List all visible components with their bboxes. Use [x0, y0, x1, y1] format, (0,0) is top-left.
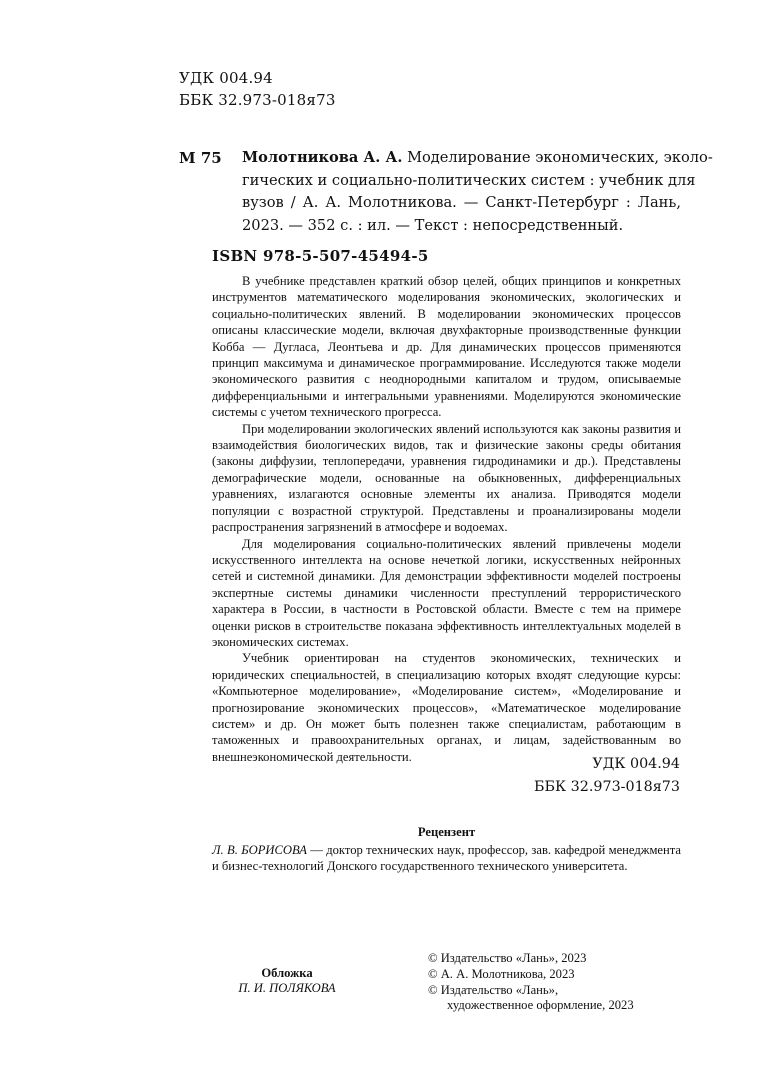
udk-code-bottom: УДК 004.94 — [592, 756, 680, 772]
bib-author: Молотникова А. А. — [242, 149, 403, 166]
copyright-block — [428, 951, 634, 1014]
isbn: ISBN 978-5-507-45494-5 — [212, 247, 429, 265]
copyright-line: художественное оформление, 2023 — [447, 998, 634, 1013]
copyright-line: © А. А. Молотникова, 2023 — [428, 966, 575, 981]
bib-line-4: 2023. — 352 с. : ил. — Текст : непосредственный. — [242, 216, 624, 234]
bbk-code-bottom: ББК 32.973-018я73 — [534, 779, 680, 795]
cover-heading: Обложка — [261, 966, 313, 980]
udk-bbk-footer — [520, 753, 680, 799]
annotation — [212, 273, 681, 765]
cover-designer: П. И. ПОЛЯКОВА — [238, 981, 336, 995]
udk-code: УДК 004.94 — [179, 69, 273, 87]
reviewer-name: Л. В. БОРИСОВА — [212, 843, 307, 857]
bib-line-1 — [242, 147, 713, 170]
author-mark: М 75 — [179, 149, 222, 167]
copyright-line: © Издательство «Лань», 2023 — [428, 951, 587, 965]
reviewer-info — [212, 842, 681, 875]
reviewer-description: — доктор технических наук, профессор, зав. кафедрой менеджмента и бизнес-технологий Донского государственного технического университета. — [212, 843, 681, 874]
bib-line-3: вузов / А. А. Молотникова. — Санкт-Петербург : Лань, — [242, 194, 681, 211]
reviewer-heading: Рецензент — [417, 825, 476, 839]
annotation-paragraph: В учебнике представлен краткий обзор целей, общих принципов и конкретных инструментов математического моделирования экономических, экологических и социально-политических явлений. В моделировании экономических процессов описаны классические модели, включая двухфакторные производственные функции Кобба — Дугласа, Леонтьева и др. Для динамических процессов применяются принцип максимума и динамическое программирование. Исследуются также модели экономического развития с неоднородными капиталом и трудом, описываемые дифференциальными и интегральными уравнениями. Моделируются экономические системы с учетом технического прогресса. — [212, 274, 681, 420]
bib-line-1-rest: Моделирование экономических, эколо- — [402, 149, 713, 166]
annotation-paragraph: Для моделирования социально-политических явлений привлечены модели искусственного интеллекта на основе нечеткой логики, искусственных нейронных сетей и системной динамики. Для демонстрации эффективности моделей построены экспертные системы динамики численности преступлений террористического характера в России, в частности в Ростовской области. Вместе с тем на примере оценки рисков в строительстве показана эффективность интеллектуальных моделей в экономических системах. — [212, 536, 681, 649]
annotation-paragraph: При моделировании экологических явлений используются как законы развития и взаимодействия биологических видов, так и физические законы среды обитания (законы диффузии, теплопередачи, уравнения гидродинамики и др.). Представлены демографические модели, основанные на обыкновенных, дифференциальных уравнениях, излагаются основные элементы их анализа. Приводятся модели популяции с возрастной структурой. Представлены и проанализированы модели распространения загрязнений в атмосфере и водоемах. — [212, 421, 681, 535]
bibliographic-record — [242, 147, 713, 237]
bbk-code: ББК 32.973-018я73 — [179, 91, 336, 109]
copyright-line: © Издательство «Лань», — [428, 982, 559, 997]
annotation-paragraph: Учебник ориентирован на студентов экономических, технических и юридических специальностей, в специализацию которых входят следующие курсы: «Компьютерное моделирование», «Моделирование систем», «Моделирование и прогнозирование экономических процессов», «Математическое моделирование систем» и др. Он может быть полезнен также специалистам, работающим в таможенных и правоохранительных органах, и лицам, задействованным во внешнеэкономической деятельности. — [212, 651, 681, 764]
bib-line-2: гических и социально-политических систем : учебник для — [242, 171, 696, 189]
udk-bbk-header — [179, 67, 336, 111]
